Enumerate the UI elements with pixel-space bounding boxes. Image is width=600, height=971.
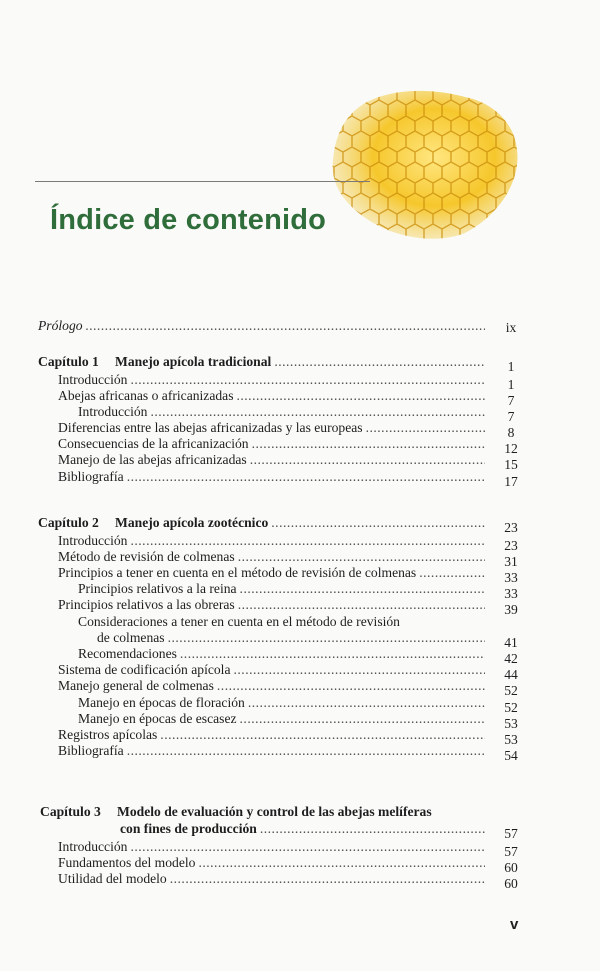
- toc-entry-text: Método de revisión de colmenas: [58, 549, 235, 564]
- toc-entry: [58, 372, 488, 388]
- toc-page-number: 33: [504, 570, 518, 585]
- toc-entry-text: Introducción: [58, 839, 128, 854]
- toc-entry-text: Introducción: [78, 404, 148, 419]
- toc-entry-text: Principios relativos a las obreras: [58, 597, 235, 612]
- toc-page-number: 52: [504, 700, 518, 715]
- toc-entry-text: Fundamentos del modelo: [58, 855, 196, 870]
- toc-entry-text: Introducción: [58, 372, 128, 387]
- dot-leader: [130, 533, 485, 549]
- toc-entry: [78, 695, 488, 711]
- toc-entry: [78, 614, 488, 630]
- toc-entry-text: Consideraciones a tener en cuenta en el método de revisión: [78, 614, 400, 629]
- toc-page-number: 42: [504, 651, 518, 666]
- toc-page-number: 33: [504, 586, 518, 601]
- dot-leader: [170, 871, 485, 887]
- toc-chapter-heading: [38, 354, 488, 370]
- toc-entry-text: Principios relativos a la reina: [78, 581, 237, 596]
- dot-leader: [419, 565, 485, 581]
- toc-page-number: 39: [504, 602, 518, 617]
- dot-leader: [240, 711, 485, 727]
- toc-entry: [78, 404, 488, 420]
- toc-page-number: 53: [504, 716, 518, 731]
- toc-page-number: 53: [504, 732, 518, 747]
- dot-leader: [236, 388, 485, 404]
- toc-entry: [58, 727, 488, 743]
- toc-entry: [58, 549, 488, 565]
- toc-chapter-heading-cont: [120, 821, 488, 837]
- toc-entry: [58, 452, 488, 468]
- toc-page-number: 1: [507, 359, 515, 374]
- toc-page-number: 60: [504, 876, 518, 891]
- toc-chapter-heading: [38, 515, 488, 531]
- toc-entry-text: Registros apícolas: [58, 727, 158, 742]
- toc-entry: [58, 420, 488, 436]
- toc-entry: [58, 533, 488, 549]
- toc-page-number: 7: [507, 393, 515, 408]
- toc-entry: [78, 581, 488, 597]
- toc-entry-text: Manejo en épocas de floración: [78, 695, 245, 710]
- toc-entry-text: Capítulo 2 Manejo apícola zootécnico: [38, 515, 269, 530]
- toc-entry-text: Consecuencias de la africanización: [58, 436, 249, 451]
- toc-page-number: 54: [504, 748, 518, 763]
- dot-leader: [240, 581, 485, 597]
- dot-leader: [160, 727, 485, 743]
- toc-entry: [97, 630, 488, 646]
- toc-entry-text: Manejo general de colmenas: [58, 678, 214, 693]
- toc-entry: [58, 436, 488, 452]
- toc-entry-text: Introducción: [58, 533, 128, 548]
- dot-leader: [130, 372, 485, 388]
- toc-entry-text: Manejo de las abejas africanizadas: [58, 452, 247, 467]
- dot-leader: [180, 646, 485, 662]
- toc-entry: [58, 388, 488, 404]
- toc-entry-text: Prólogo: [38, 318, 83, 333]
- toc-entry: [58, 597, 488, 613]
- dot-leader: [168, 630, 485, 646]
- dot-leader: [252, 436, 485, 452]
- toc-entry: [58, 662, 488, 678]
- toc-page-number: 60: [504, 860, 518, 875]
- toc-entry: [58, 469, 488, 485]
- toc-entry-text: Capítulo 1 Manejo apícola tradicional: [38, 354, 272, 369]
- toc-entry-text: Manejo en épocas de escasez: [78, 711, 237, 726]
- toc-page-number: 12: [504, 441, 518, 456]
- toc-entry: [58, 871, 488, 887]
- dot-leader: [366, 420, 485, 436]
- toc-entry-prologue: [38, 318, 488, 334]
- toc-page-number: 7: [507, 409, 515, 424]
- toc-entry: [58, 743, 488, 759]
- toc-page-number: 23: [504, 538, 518, 553]
- toc-page-number: 57: [504, 844, 518, 859]
- toc-page-number: 44: [504, 667, 518, 682]
- dot-leader: [150, 404, 485, 420]
- page-number: v: [510, 916, 519, 933]
- toc-page-number: ix: [505, 320, 517, 335]
- toc-entry-text: Principios a tener en cuenta en el método de revisión de colmenas: [58, 565, 417, 580]
- toc-entry: [58, 678, 488, 694]
- dot-leader: [234, 662, 486, 678]
- toc-page-number: 17: [504, 474, 518, 489]
- toc-entry-text: Diferencias entre las abejas africanizadas y las europeas: [58, 420, 363, 435]
- toc-page-number: 57: [504, 826, 518, 841]
- toc-entry-text: Sistema de codificación apícola: [58, 662, 231, 677]
- dot-leader: [248, 695, 485, 711]
- dot-leader: [130, 839, 485, 855]
- dot-leader: [127, 743, 485, 759]
- toc-chapter-heading: Capítulo 3 Modelo de evaluación y control de las abejas melíferas: [40, 804, 432, 819]
- dot-leader: [271, 515, 485, 531]
- dot-leader: [274, 354, 485, 370]
- toc-entry-text: Abejas africanas o africanizadas: [58, 388, 234, 403]
- dot-leader: [238, 597, 485, 613]
- dot-leader: [238, 549, 485, 565]
- toc-entry: [58, 855, 488, 871]
- toc-entry-text: Recomendaciones: [78, 646, 177, 661]
- toc-entry-text: Bibliografía: [58, 469, 124, 484]
- toc-entry: [78, 646, 488, 662]
- toc-page-number: 8: [507, 425, 515, 440]
- toc-page-number: 15: [504, 457, 518, 472]
- toc-page-number: 52: [504, 683, 518, 698]
- toc-entry: [78, 711, 488, 727]
- dot-leader: [127, 469, 485, 485]
- dot-leader: [86, 318, 485, 334]
- toc-page-number: 31: [504, 554, 518, 569]
- dot-leader: [198, 855, 485, 871]
- toc-entry: [58, 565, 488, 581]
- dot-leader: [250, 452, 485, 468]
- dot-leader: [217, 678, 485, 694]
- toc-page-number: 41: [504, 635, 518, 650]
- toc-page-number: 1: [507, 377, 515, 392]
- toc-entry-text: de colmenas: [97, 630, 165, 645]
- toc-entry-text: Utilidad del modelo: [58, 871, 167, 886]
- page-title: Índice de contenido: [50, 204, 327, 236]
- toc-entry-text: con fines de producción: [120, 821, 257, 836]
- toc-page-number: 23: [504, 520, 518, 535]
- toc-entry: [58, 839, 488, 855]
- dot-leader: [260, 821, 485, 837]
- toc-entry-text: Bibliografía: [58, 743, 124, 758]
